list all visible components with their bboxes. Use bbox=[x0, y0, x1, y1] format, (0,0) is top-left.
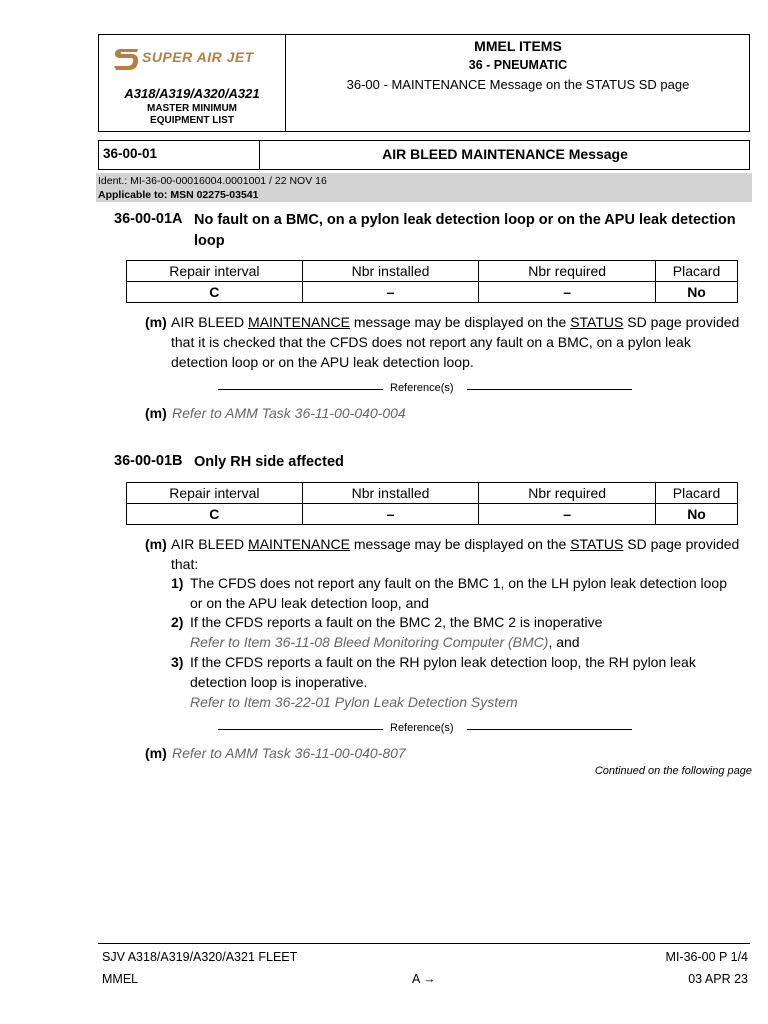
item-code: 36-00-01 bbox=[103, 146, 158, 161]
reference-label: Reference(s) bbox=[390, 722, 454, 734]
continued-note: Continued on the following page bbox=[594, 765, 752, 777]
condition-1-line1: The CFDS does not report any fault on the BMC 1, on the LH pylon leak detection loop bbox=[190, 575, 727, 591]
amm-task-reference: Refer to AMM Task 36-11-00-040-807 bbox=[172, 745, 406, 761]
section-a-title-line2: loop bbox=[194, 233, 225, 249]
cell-nbr-installed: – bbox=[302, 504, 479, 525]
para-text: SD page provided bbox=[623, 536, 740, 552]
aircraft-types: A318/A319/A320/A321 bbox=[124, 86, 260, 101]
para-text: message may be displayed on the bbox=[349, 314, 571, 330]
cell-placard: No bbox=[656, 504, 738, 525]
section-a-title bbox=[194, 210, 754, 252]
condition-1-line2: or on the APU leak detection loop, and bbox=[190, 595, 429, 611]
reference-divider-left bbox=[218, 389, 383, 390]
condition-1-text bbox=[190, 573, 727, 613]
para-text: SD page provided bbox=[623, 314, 740, 330]
ident-text: Ident.: MI-36-00-00016004.0001001 / 22 NOV 16 bbox=[98, 175, 327, 187]
section-b-title: Only RH side affected bbox=[194, 454, 344, 470]
section-a-title-line1: No fault on a BMC, on a pylon leak detection loop or on the APU leak detection bbox=[194, 212, 736, 228]
condition-2-number: 2) bbox=[171, 614, 184, 630]
maintenance-procedure-marker: (m) bbox=[145, 405, 167, 421]
header-nbr-required: Nbr required bbox=[479, 261, 656, 282]
maintenance-term: MAINTENANCE bbox=[248, 314, 350, 330]
section-a-paragraph bbox=[171, 312, 761, 372]
footer-date: 03 APR 23 bbox=[688, 972, 748, 986]
header-nbr-installed: Nbr installed bbox=[302, 483, 479, 504]
section-b-para-line2: that: bbox=[171, 556, 199, 572]
section-subtitle: 36-00 - MAINTENANCE Message on the STATUS SD page bbox=[346, 77, 690, 92]
maintenance-procedure-marker: (m) bbox=[145, 314, 167, 330]
bmc-item-reference: Refer to Item 36-11-08 Bleed Monitoring Computer (BMC) bbox=[190, 634, 549, 650]
condition-2-text bbox=[190, 612, 602, 652]
section-a-code: 36-00-01A bbox=[114, 211, 183, 227]
table-header-row bbox=[127, 261, 738, 282]
amm-task-reference: Refer to AMM Task 36-11-00-040-004 bbox=[172, 405, 406, 421]
mmel-label-line2: EQUIPMENT LIST bbox=[150, 115, 234, 126]
condition-2-tail: , and bbox=[548, 634, 580, 650]
condition-2-ref-line bbox=[190, 632, 602, 652]
section-a-para-line3: detection loop or on the APU leak detection loop. bbox=[171, 354, 474, 370]
table-row bbox=[127, 282, 738, 303]
condition-3-text bbox=[190, 652, 696, 712]
reference-divider-left bbox=[218, 729, 383, 730]
section-b-table bbox=[126, 482, 738, 525]
maintenance-procedure-marker: (m) bbox=[145, 536, 167, 552]
condition-3-line2: detection loop is inoperative. bbox=[190, 674, 368, 690]
para-text: AIR BLEED bbox=[171, 314, 249, 330]
cell-nbr-installed: – bbox=[302, 282, 479, 303]
footer-revision: A → bbox=[412, 972, 436, 986]
mmel-label bbox=[100, 103, 284, 127]
section-a-para-line2: that it is checked that the CFDS does not report any fault on a BMC, on a pylon leak bbox=[171, 334, 691, 350]
footer-page-number: MI-36-00 P 1/4 bbox=[665, 950, 748, 964]
header-nbr-required: Nbr required bbox=[479, 483, 656, 504]
status-term: STATUS bbox=[570, 536, 624, 552]
header-repair-interval: Repair interval bbox=[127, 483, 303, 504]
condition-2-line1: If the CFDS reports a fault on the BMC 2, the BMC 2 is inoperative bbox=[190, 614, 603, 630]
cell-nbr-required: – bbox=[479, 504, 656, 525]
reference-label: Reference(s) bbox=[390, 382, 454, 394]
cell-placard: No bbox=[656, 282, 738, 303]
footer-doc-type: MMEL bbox=[102, 972, 139, 986]
condition-1-number: 1) bbox=[171, 575, 184, 591]
condition-3-line1: If the CFDS reports a fault on the RH pylon leak detection loop, the RH pylon leak bbox=[190, 654, 696, 670]
logo-text: SUPER AIR JET bbox=[142, 49, 254, 65]
pylon-leak-item-reference: Refer to Item 36-22-01 Pylon Leak Detection System bbox=[190, 694, 518, 710]
maintenance-term: MAINTENANCE bbox=[248, 536, 350, 552]
condition-3-number: 3) bbox=[171, 654, 184, 670]
cell-repair-interval: C bbox=[127, 504, 303, 525]
maintenance-procedure-marker: (m) bbox=[145, 745, 167, 761]
chapter-title: 36 - PNEUMATIC bbox=[468, 58, 568, 72]
cell-nbr-required: – bbox=[479, 282, 656, 303]
page-title: MMEL ITEMS bbox=[474, 38, 562, 54]
logo-s-icon bbox=[112, 46, 142, 72]
section-b-code: 36-00-01B bbox=[114, 453, 183, 469]
footer-fleet: SJV A318/A319/A320/A321 FLEET bbox=[102, 950, 298, 964]
status-term: STATUS bbox=[570, 314, 624, 330]
section-a-para-line1 bbox=[171, 312, 761, 332]
header-placard: Placard bbox=[656, 261, 738, 282]
section-a-table bbox=[126, 260, 738, 303]
table-header-row bbox=[127, 483, 738, 504]
airline-logo bbox=[112, 46, 277, 72]
item-title: AIR BLEED MAINTENANCE Message bbox=[382, 146, 628, 162]
table-row bbox=[127, 504, 738, 525]
footer-divider bbox=[98, 943, 750, 944]
applicability-text: Applicable to: MSN 02275-03541 bbox=[98, 189, 259, 201]
section-b-paragraph bbox=[171, 534, 761, 574]
header-nbr-installed: Nbr installed bbox=[302, 261, 479, 282]
reference-divider-right bbox=[467, 389, 632, 390]
header-repair-interval: Repair interval bbox=[127, 261, 303, 282]
cell-repair-interval: C bbox=[127, 282, 303, 303]
mmel-label-line1: MASTER MINIMUM bbox=[147, 103, 237, 114]
reference-divider-right bbox=[467, 729, 632, 730]
para-text: AIR BLEED bbox=[171, 536, 249, 552]
header-placard: Placard bbox=[656, 483, 738, 504]
para-text: message may be displayed on the bbox=[349, 536, 571, 552]
section-b-para-line1 bbox=[171, 534, 761, 554]
